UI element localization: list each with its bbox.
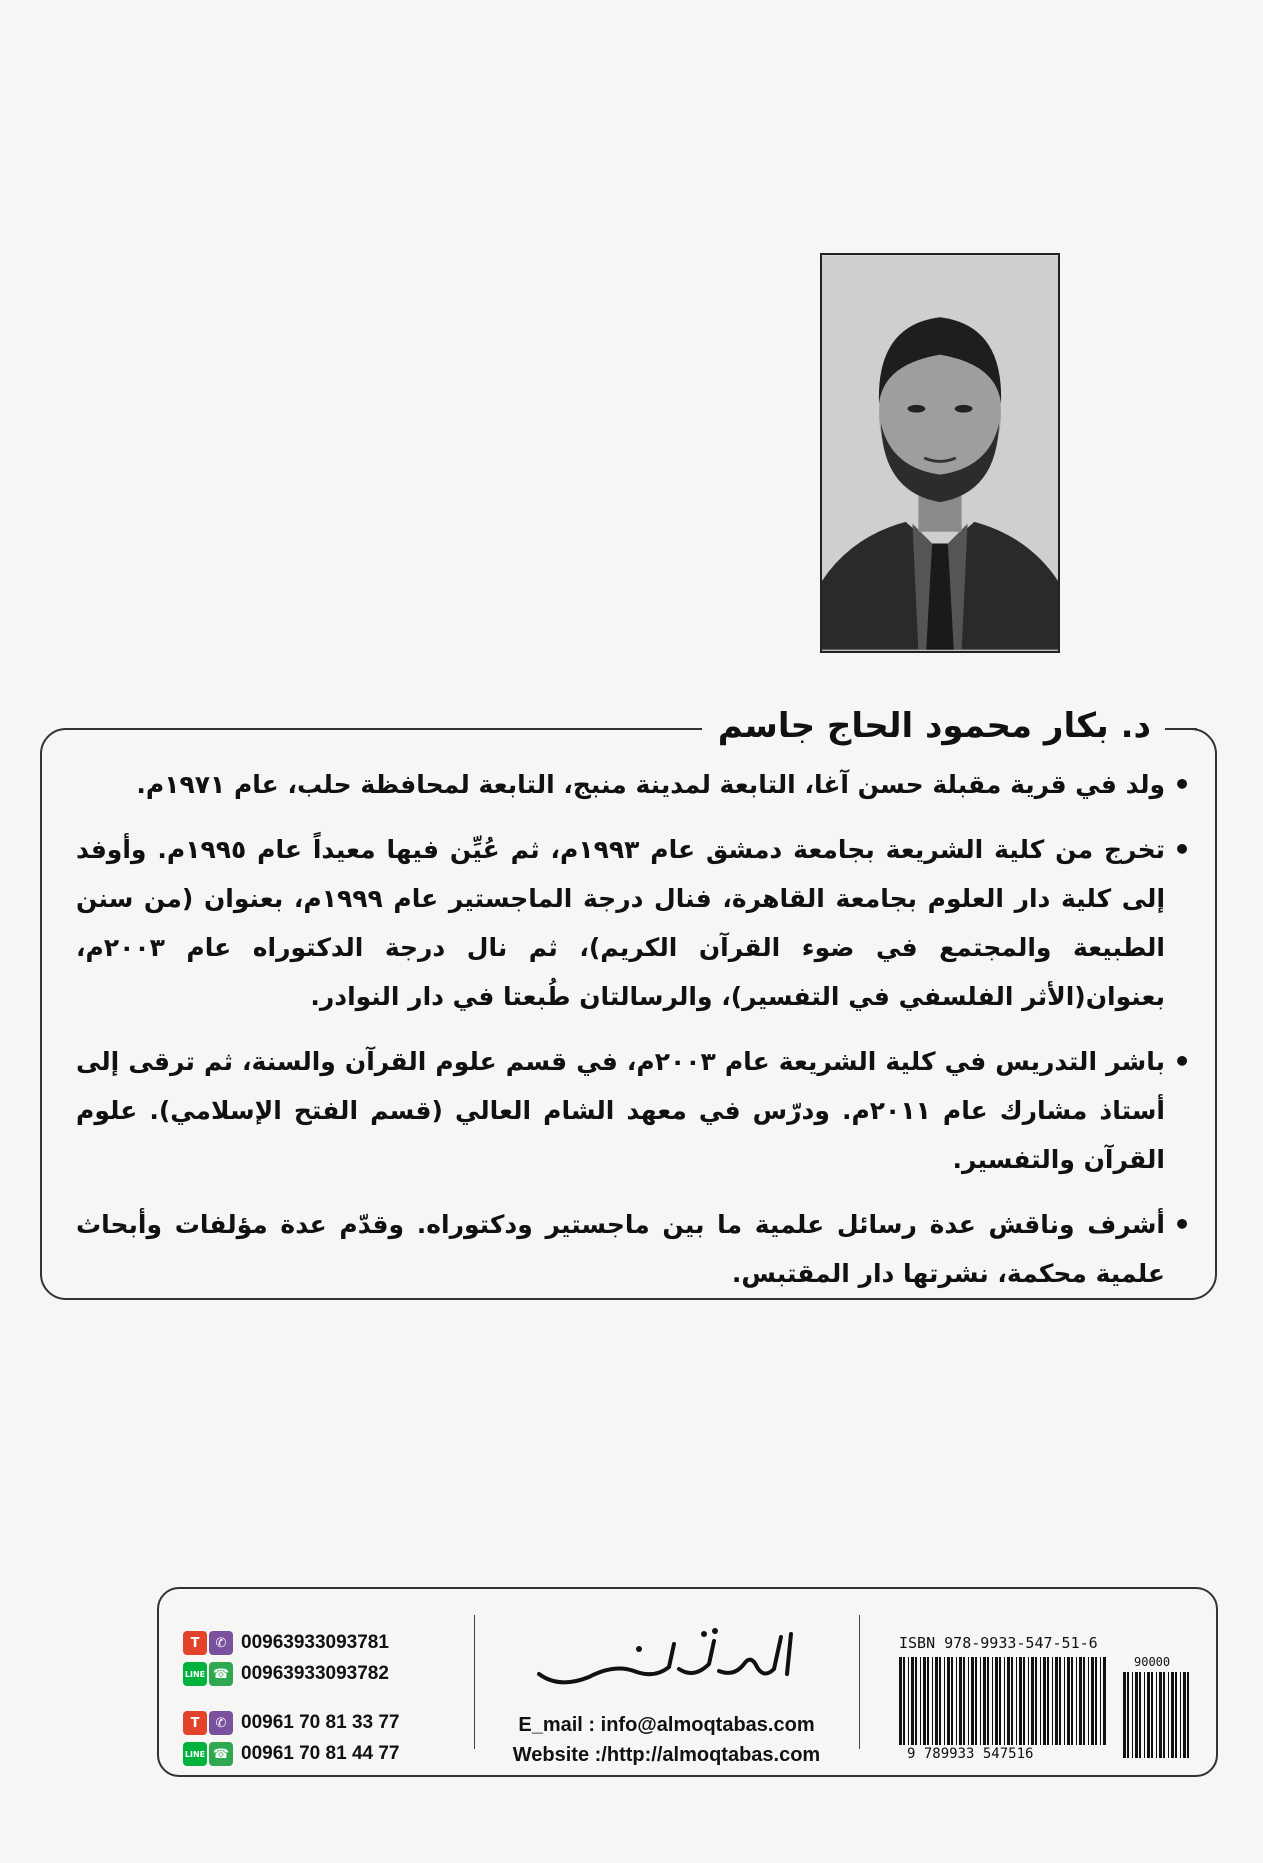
column-divider <box>859 1615 860 1749</box>
phone-row <box>183 1629 463 1657</box>
phone-row <box>183 1709 463 1737</box>
isbn-barcode <box>897 1657 1107 1745</box>
barcode-addon-digits: 90000 <box>1134 1655 1171 1669</box>
phone-number: 00961 70 81 33 77 <box>241 1712 400 1733</box>
author-portrait-image <box>822 255 1058 651</box>
publisher-info-box <box>157 1587 1218 1777</box>
biography-list <box>76 760 1191 1314</box>
whatsapp-icon: ☎ <box>209 1742 233 1766</box>
phone-row <box>183 1740 463 1768</box>
biography-box <box>40 706 1217 1300</box>
phone-number: 00961 70 81 44 77 <box>241 1743 400 1764</box>
line-icon: LINE <box>183 1662 207 1686</box>
publisher-website: Website :/http://almoqtabas.com <box>512 1744 821 1766</box>
syria-phones <box>183 1629 463 1691</box>
whatsapp-icon: ☎ <box>209 1662 233 1686</box>
title-divider <box>1163 728 1197 730</box>
tango-icon: T <box>183 1631 207 1655</box>
isbn-label: ISBN 978-9933-547-51-6 <box>899 1634 1098 1652</box>
bio-item-birth: • ولد في قرية مقبلة حسن آغا، التابعة لمدينة منبج، التابعة لمحافظة حلب، عام ١٩٧١م. <box>76 760 1191 809</box>
bio-item-teaching: • باشر التدريس في كلية الشريعة عام ٢٠٠٣م، في قسم علوم القرآن والسنة، ثم ترقى إلى أستاذ مشارك عام ٢٠١١م. ودرّس في معهد الشام العالي (قسم الفتح الإسلامي). علوم القرآن والتفسير. <box>76 1037 1191 1184</box>
tango-icon: T <box>183 1711 207 1735</box>
publisher-logo <box>519 1619 819 1699</box>
phone-number: 00963933093782 <box>241 1663 389 1684</box>
phone-number: 00963933093781 <box>241 1632 389 1653</box>
lebanon-phones <box>183 1709 463 1771</box>
bio-item-supervision: • أشرف وناقش عدة رسائل علمية ما بين ماجستير ودكتوراه. وقدّم عدة مؤلفات وأبحاث علمية محكمة، نشرتها دار المقتبس. <box>76 1200 1191 1298</box>
viber-icon: ✆ <box>209 1711 233 1735</box>
author-name: د. بكار محمود الحاج جاسم <box>702 700 1165 752</box>
viber-icon: ✆ <box>209 1631 233 1655</box>
publisher-email: E_mail : info@almoqtabas.com <box>518 1714 815 1736</box>
barcode-digits: 9 789933 547516 <box>907 1746 1034 1762</box>
line-icon: LINE <box>183 1742 207 1766</box>
phone-row <box>183 1660 463 1688</box>
addon-barcode <box>1121 1672 1191 1758</box>
author-photo <box>820 253 1060 653</box>
bio-item-education: • تخرج من كلية الشريعة بجامعة دمشق عام ١٩٩٣م، ثم عُيِّن فيها معيداً عام ١٩٩٥م. وأوفد إلى كلية دار العلوم بجامعة القاهرة، فنال درجة الماجستير عام ١٩٩٩م، بعنوان (من سنن الطبيعة والمجتمع في ضوء القرآن الكريم)، ثم نال درجة الدكتوراه عام ٢٠٠٣م، بعنوان(الأثر الفلسفي في التفسير)، والرسالتان طُبعتا في دار النوادر. <box>76 825 1191 1021</box>
